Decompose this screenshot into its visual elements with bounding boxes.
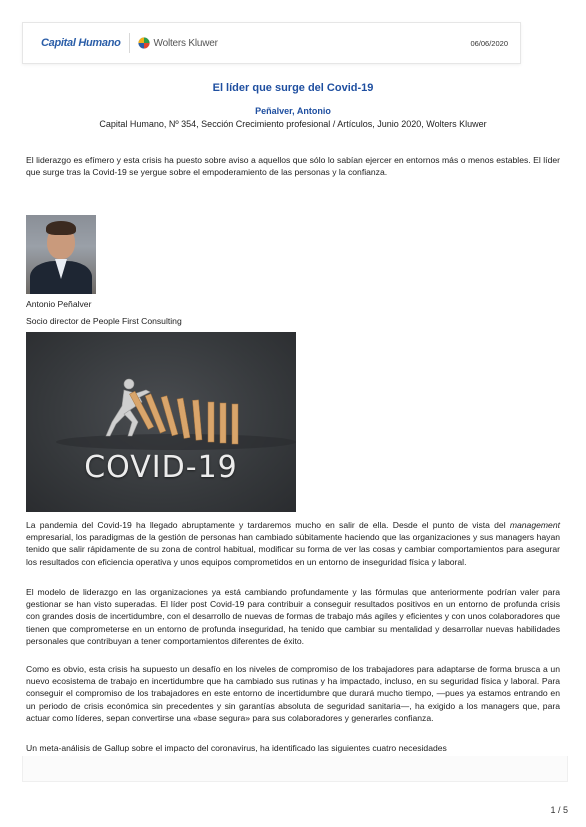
wolters-kluwer-logo-icon [138,37,150,49]
document-date: 06/06/2020 [470,38,508,48]
page-bottom-edge [22,756,568,782]
article-author: Peñalver, Antonio [255,106,331,116]
article-title: El líder que surge del Covid-19 [212,82,374,94]
covid-domino-image [26,332,296,512]
article-lead: El liderazgo es efímero y esta crisis ha puesto sobre aviso a aquellos que sólo lo sabían ejercer en entornos más o menos estables. El líder que surge tras la Covid-19 se yergue sobre el empoderamiento de las personas y la confianza. [26,155,560,178]
author-portrait [26,215,96,294]
author-name: Antonio Peñalver [26,299,92,309]
covid-image-label: COVID-19 [84,450,238,485]
logo-divider [129,33,130,53]
capital-humano-logo: Capital Humano [41,37,121,49]
article-paragraph-2: El modelo de liderazgo en las organizaciones ya está cambiando profundamente y las fórmulas que anteriormente podrían valer para gestionar se han visto superadas. El líder post Covid-19 para contribuir a conseguir resultados positivos en un entorno de profunda crisis con grandes dosis de incertidumbre, con el desarrollo de nuevas de formas de trabajo más agiles y eficientes y con unos colaboradores que tienen que comprometerse en un entorno de profunda inseguridad, ha tenido que cambiar su mentalidad y desarrollar nuevas habilidades personales que contribuyan a tener comportamientos diferentes de éxito. [26,587,560,646]
page-number: 1 / 5 [550,805,568,815]
domino-illustration [26,332,296,512]
article-source: Capital Humano, Nº 354, Sección Crecimiento profesional / Artículos, Junio 2020, Wolters Kluwer [99,119,487,129]
document-header [22,22,521,64]
author-role: Socio director de People First Consulting [26,316,182,326]
article-paragraph-3: Como es obvio, esta crisis ha supuesto un desafío en los niveles de compromiso de los trabajadores para adaptarse de forma brusca a un nuevo ecosistema de trabajo en incertidumbre que ha cambiado sus rutinas y ha impactado, incluso, en su seguridad física y laboral. Para conseguir el compromiso de los trabajadores en este entorno de incertidumbre que durará mucho tiempo, —pues ya estamos entrando en un periodo de crisis económica sin precedentes y sin garantías absoluta de seguridad sanitaria—, ha exigido a los managers que, para actuar como líderes, sepan convertirse una «base segura» para sus colaboradores y generarles confianza. [26,664,560,723]
article-paragraph-4: Un meta-análisis de Gallup sobre el impacto del coronavirus, ha identificado las siguientes cuatro necesidades [26,743,447,753]
paragraph-1-text-b: empresarial, los paradigmas de la gestión de personas han cambiado súbitamente haciendo que las organizaciones y sus managers hayan tenido que salir rápidamente de su zona de control habitual, modificar su forma de ver las cosas y cambiar comportamientos para asegurar los resultados con eficiencia operativa y unos equipos comprometidos en un entorno de inseguridad física y laboral. [26,532,560,567]
paragraph-1-text-a: La pandemia del Covid-19 ha llegado abruptamente y tardaremos mucho en salir de ella. Desde el punto de vista del [26,520,510,530]
wolters-kluwer-logo-text: Wolters Kluwer [153,37,218,49]
article-paragraph-1 [26,519,560,568]
paragraph-1-emphasis: management [509,520,560,530]
